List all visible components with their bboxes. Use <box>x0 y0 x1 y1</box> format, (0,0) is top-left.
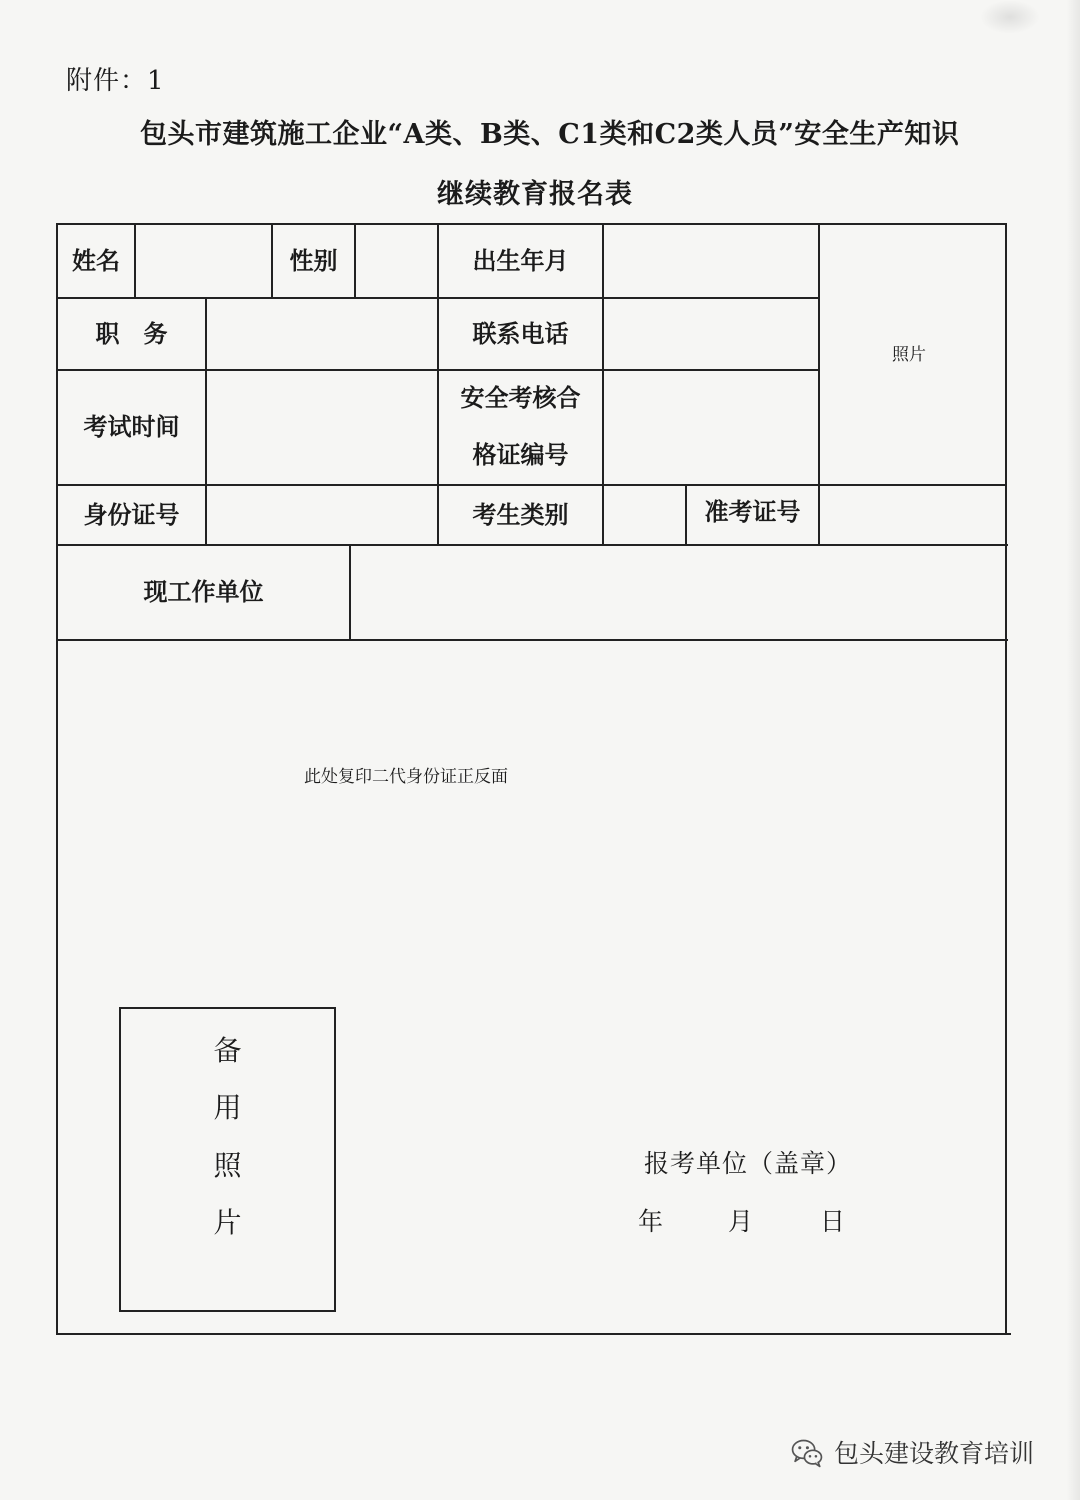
spare-photo-box[interactable] <box>119 1007 336 1312</box>
employer-field[interactable] <box>351 546 1005 639</box>
gender-field[interactable] <box>356 225 437 297</box>
phone-field[interactable] <box>604 299 818 369</box>
spare-photo-char: 照 <box>213 1149 242 1182</box>
date-day-label: 日 <box>820 1207 846 1236</box>
cert-no-label-line1: 安全考核合 <box>460 382 581 412</box>
photo-label: 照片 <box>892 345 926 365</box>
employer-label: 现工作单位 <box>143 577 264 607</box>
sign-unit-label: 报考单位（盖章） <box>644 1149 853 1178</box>
admission-label: 准考证号 <box>704 496 801 526</box>
exam-time-field[interactable] <box>207 371 437 484</box>
position-label: 职 务 <box>95 318 168 348</box>
birth-field[interactable] <box>604 225 818 297</box>
table-border-right <box>1005 223 1007 1335</box>
page-edge-shadow <box>1066 0 1080 1500</box>
name-label: 姓名 <box>72 245 120 275</box>
spare-photo-char: 片 <box>213 1206 242 1239</box>
date-year-label: 年 <box>638 1207 664 1236</box>
date-month-label: 月 <box>728 1207 754 1236</box>
id-no-field[interactable] <box>207 486 437 544</box>
id-copy-note: 此处复印二代身份证正反面 <box>304 767 508 787</box>
id-copy-area[interactable] <box>58 641 1005 1001</box>
cert-no-field[interactable] <box>604 371 818 484</box>
category-label: 考生类别 <box>472 499 569 529</box>
category-field[interactable] <box>604 486 685 544</box>
spare-photo-char: 备 <box>213 1034 242 1067</box>
watermark <box>790 1430 1034 1474</box>
cert-no-label-line2: 格证编号 <box>472 439 569 469</box>
admission-field[interactable] <box>820 486 1005 544</box>
table-border-bottom <box>58 1333 1011 1335</box>
watermark-text: 包头建设教育培训 <box>834 1439 1035 1468</box>
form-title-line2: 继续教育报名表 <box>437 179 633 210</box>
form-title-line1: 包头市建筑施工企业“A类、B类、C1类和C2类人员”安全生产知识 <box>140 119 960 150</box>
phone-label: 联系电话 <box>472 318 569 348</box>
attachment-label: 附件：1 <box>66 66 165 96</box>
wechat-icon <box>790 1435 824 1469</box>
position-field[interactable] <box>207 299 437 369</box>
id-no-label: 身份证号 <box>83 499 180 529</box>
name-field[interactable] <box>136 225 271 297</box>
spare-photo-char: 用 <box>213 1091 242 1124</box>
scan-smudge <box>980 0 1040 34</box>
exam-time-label: 考试时间 <box>83 412 180 442</box>
birth-label: 出生年月 <box>472 245 569 275</box>
gender-label: 性别 <box>289 245 338 275</box>
